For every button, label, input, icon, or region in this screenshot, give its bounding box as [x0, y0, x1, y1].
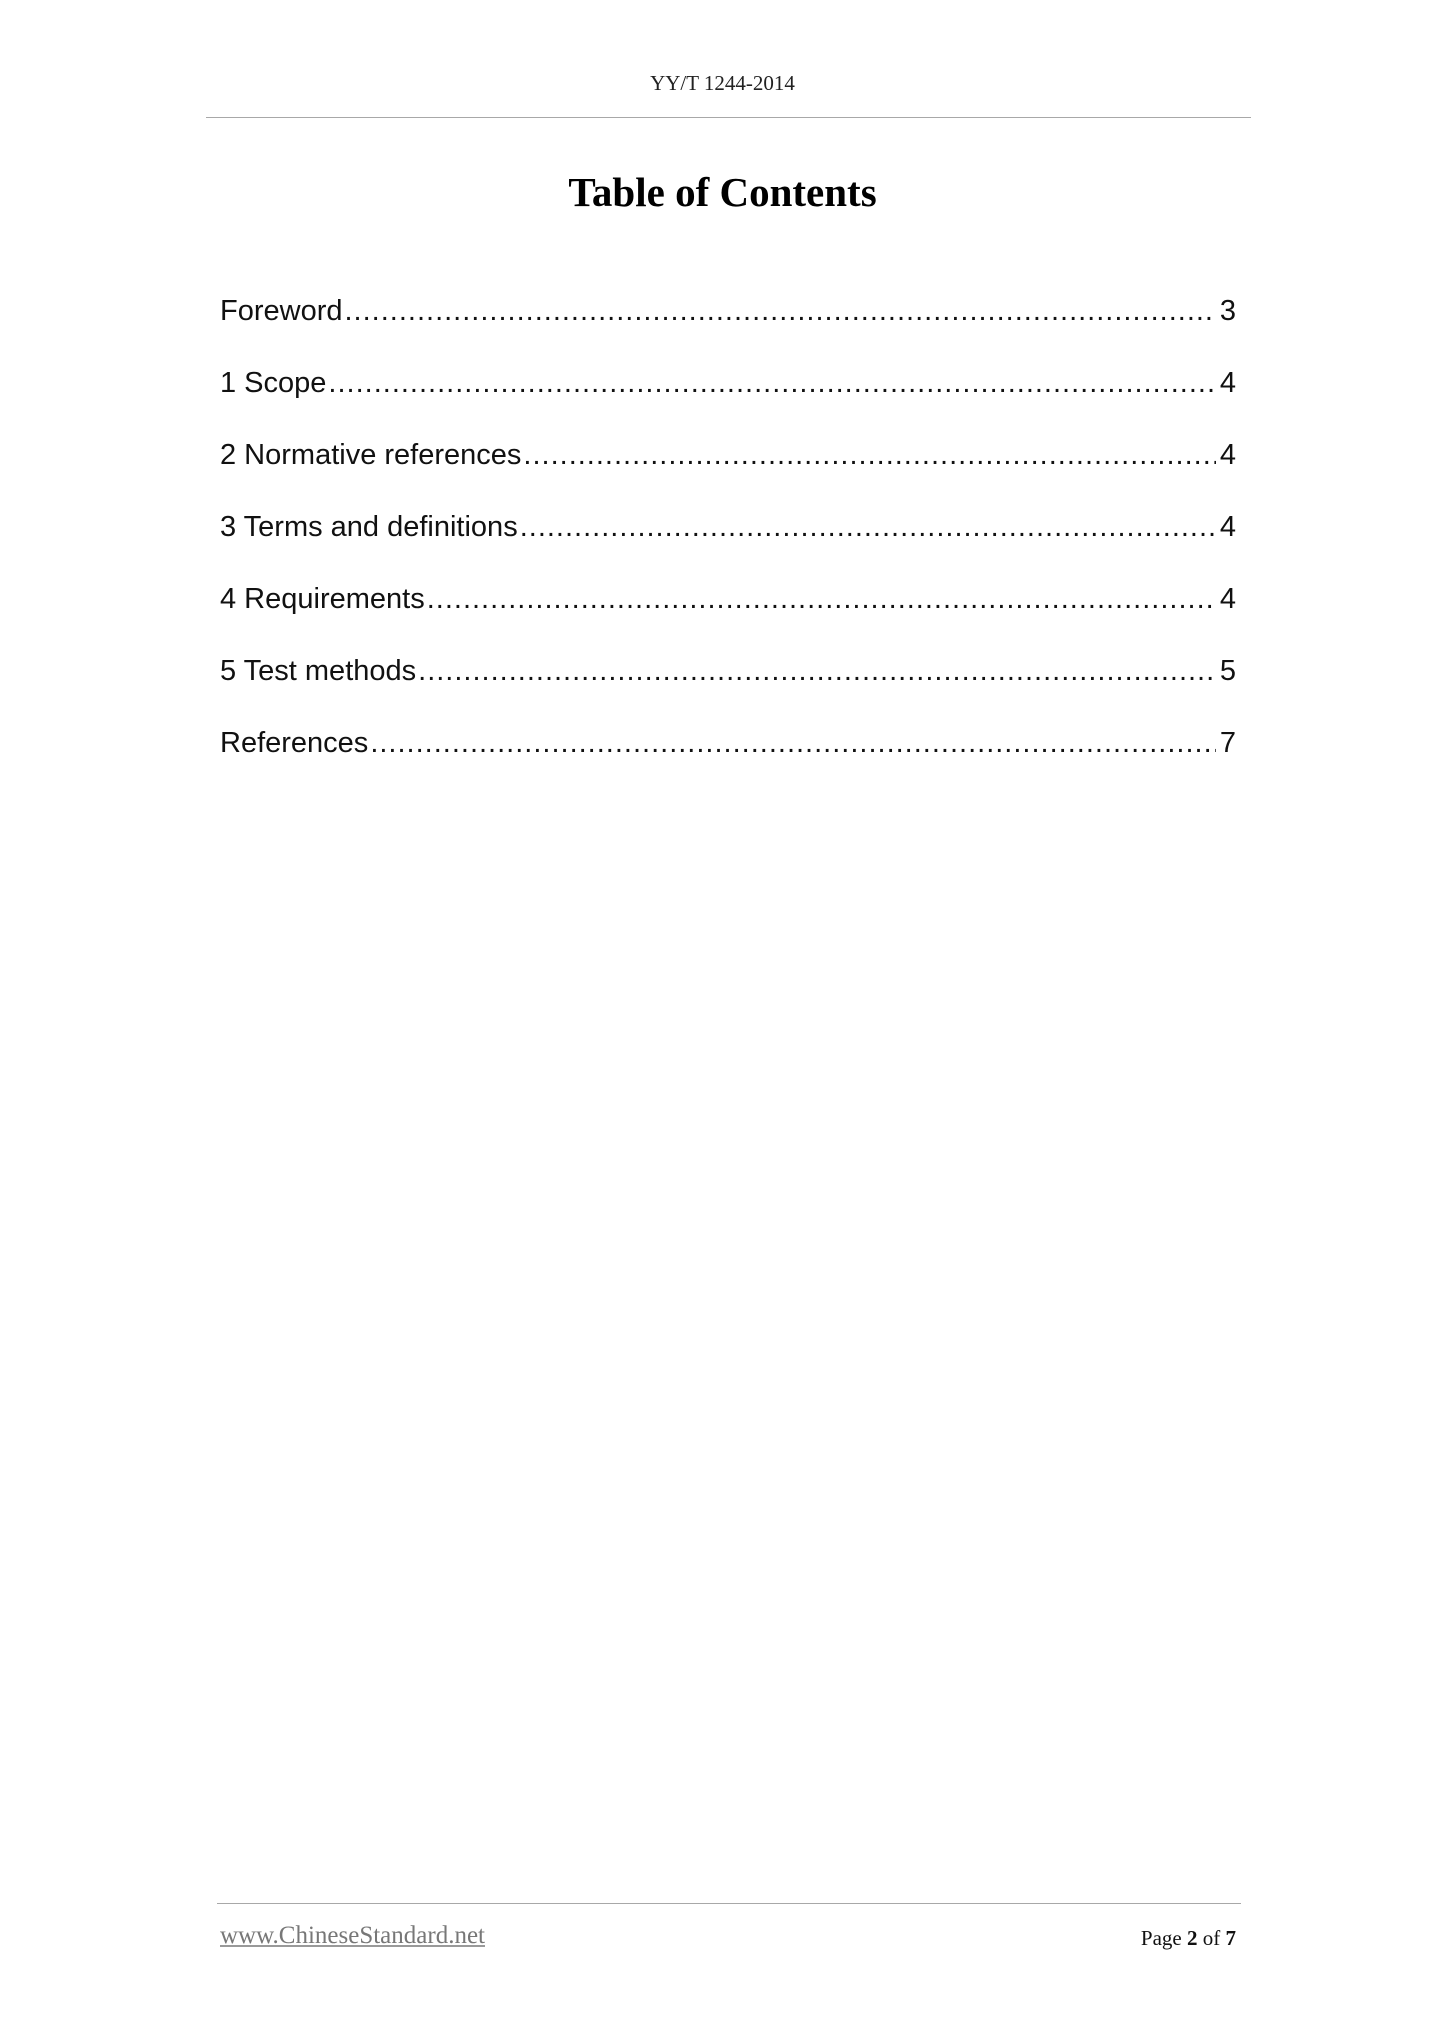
toc-entry-scope[interactable] — [220, 362, 1236, 434]
toc-entry-label: 5 Test methods — [220, 655, 417, 687]
page-word: Page — [1140, 1926, 1182, 1950]
toc-entry-label: 1 Scope — [220, 367, 327, 399]
toc-entry-label: References — [220, 727, 369, 759]
toc-entry-label: 4 Requirements — [220, 583, 425, 615]
toc-entry-label: 2 Normative references — [220, 439, 522, 471]
page-indicator — [1141, 1926, 1236, 1951]
table-of-contents — [220, 290, 1236, 794]
toc-entry-normative-references[interactable] — [220, 434, 1236, 506]
toc-dot-leader — [523, 434, 1215, 476]
toc-page-number: 7 — [1219, 727, 1236, 759]
of-word: of — [1202, 1926, 1221, 1950]
toc-entry-label: Foreword — [220, 295, 343, 327]
toc-dot-leader — [328, 362, 1215, 404]
toc-entry-terms-and-definitions[interactable] — [220, 506, 1236, 578]
toc-dot-leader — [427, 578, 1216, 620]
toc-entry-requirements[interactable] — [220, 578, 1236, 650]
toc-dot-leader — [370, 722, 1216, 764]
website-link[interactable]: www.ChineseStandard.net — [220, 1922, 485, 1949]
page-title: Table of Contents — [568, 169, 877, 215]
toc-entry-label: 3 Terms and definitions — [220, 511, 518, 543]
toc-dot-leader — [520, 506, 1216, 548]
toc-entry-foreword[interactable] — [220, 290, 1236, 362]
toc-page-number: 3 — [1219, 295, 1236, 327]
toc-page-number: 4 — [1219, 583, 1236, 615]
toc-entry-references[interactable] — [220, 722, 1236, 794]
toc-page-number: 4 — [1219, 439, 1236, 471]
total-pages-number: 7 — [1225, 1926, 1236, 1950]
footer-divider — [217, 1903, 1241, 1904]
header-divider — [206, 117, 1251, 118]
toc-dot-leader — [418, 650, 1216, 692]
toc-page-number: 4 — [1219, 367, 1236, 399]
current-page-number: 2 — [1187, 1926, 1198, 1950]
document-code: YY/T 1244-2014 — [650, 71, 795, 95]
toc-dot-leader — [345, 290, 1216, 332]
toc-page-number: 5 — [1219, 655, 1236, 687]
toc-entry-test-methods[interactable] — [220, 650, 1236, 722]
toc-page-number: 4 — [1219, 511, 1236, 543]
